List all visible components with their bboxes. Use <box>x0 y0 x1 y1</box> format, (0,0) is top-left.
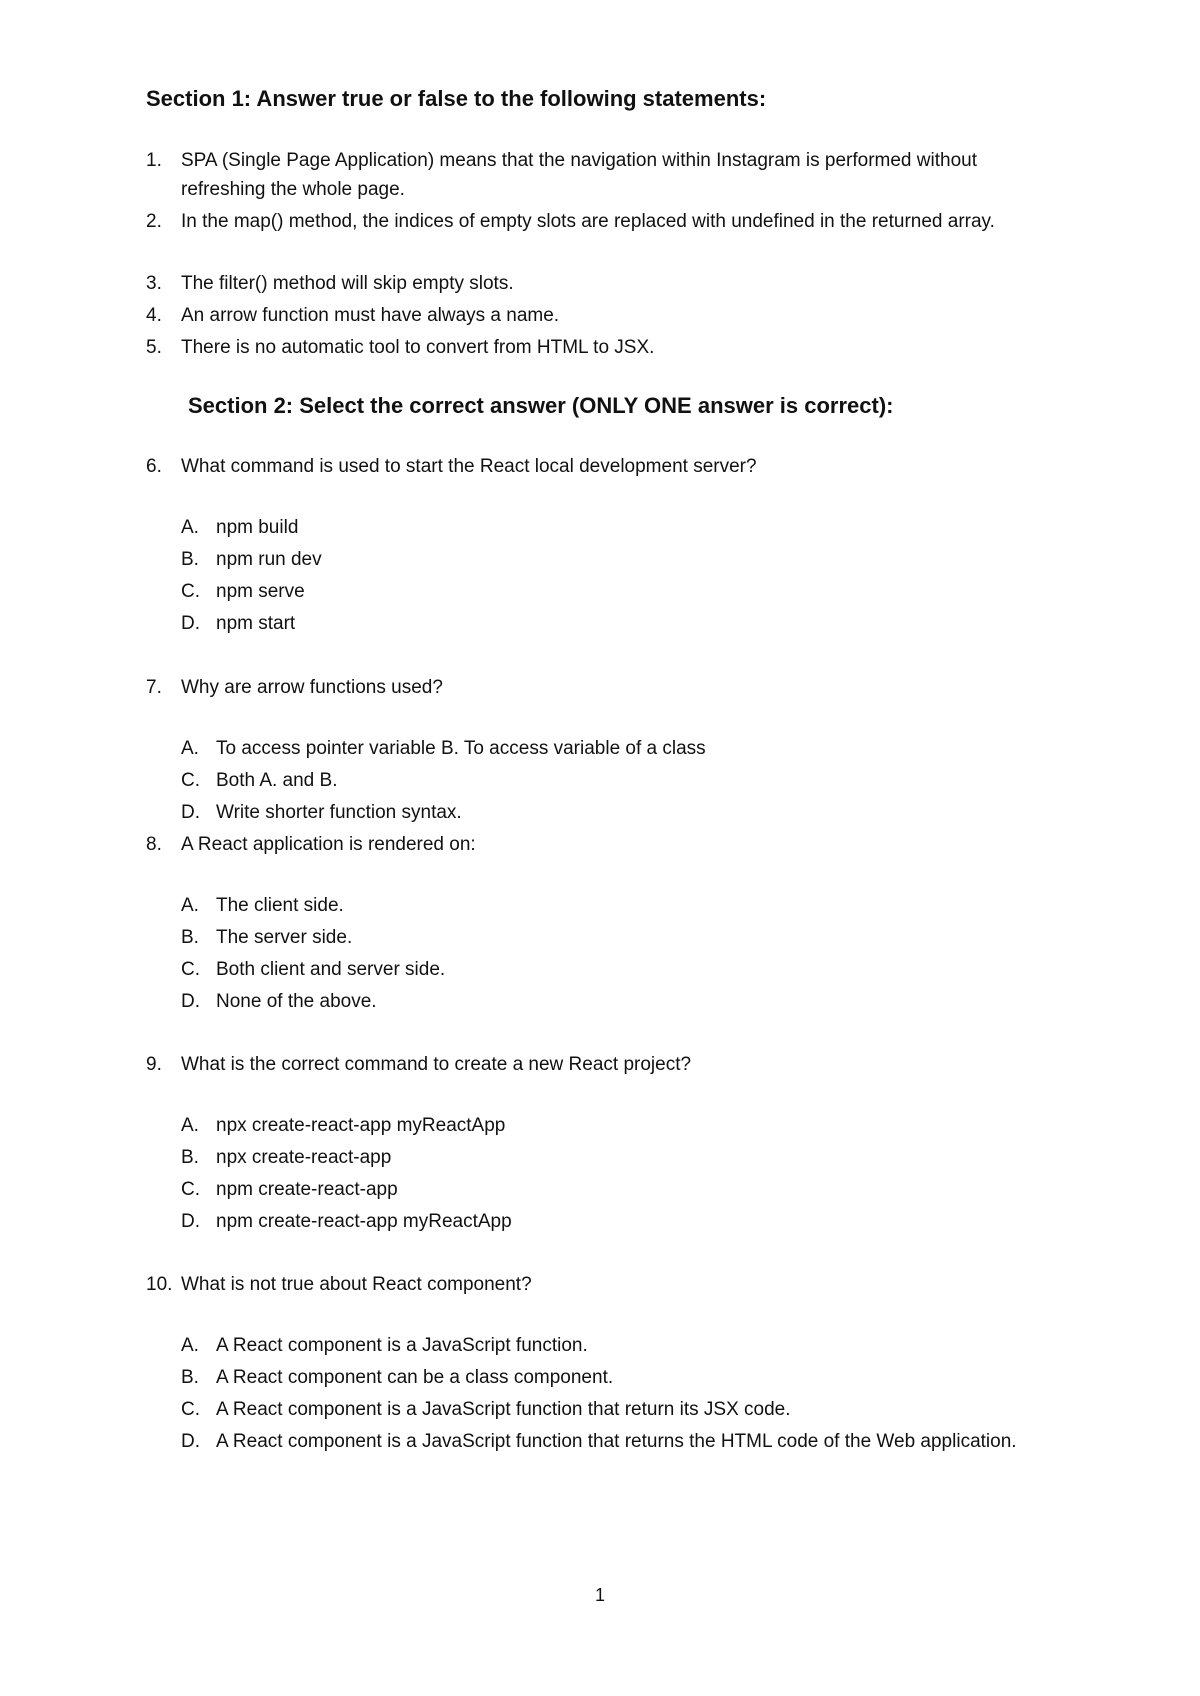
option-text: npx create-react-app myReactApp <box>216 1115 506 1136</box>
option <box>181 513 1076 542</box>
option-text: A React component is a JavaScript function. <box>216 1335 588 1356</box>
option-text: npm start <box>216 613 296 634</box>
statement-5 <box>146 333 1061 362</box>
option-text: The client side. <box>216 895 344 916</box>
option <box>181 1207 1076 1236</box>
option-text: npm create-react-app myReactApp <box>216 1211 512 1232</box>
option-letter: C. <box>181 770 200 791</box>
statement-number: 3. <box>146 273 162 294</box>
option <box>181 798 1076 827</box>
option <box>181 1395 1076 1424</box>
option-letter: B. <box>181 927 199 948</box>
option-letter: A. <box>181 517 199 538</box>
option-letter: A. <box>181 738 199 759</box>
option-text: npm build <box>216 517 299 538</box>
option-text: A React component can be a class component. <box>216 1367 614 1388</box>
statement-text: The filter() method will skip empty slots. <box>181 273 514 294</box>
option-letter: B. <box>181 1147 199 1168</box>
option-text: To access pointer variable B. To access variable of a class <box>216 738 706 759</box>
question-text: A React application is rendered on: <box>181 834 476 855</box>
option-letter: D. <box>181 802 200 823</box>
option-letter: D. <box>181 1211 200 1232</box>
statement-4 <box>146 301 1061 330</box>
option <box>181 923 1076 952</box>
option-letter: A. <box>181 1335 199 1356</box>
option-letter: B. <box>181 1367 199 1388</box>
question-10 <box>146 1270 1061 1299</box>
option-text: npm create-react-app <box>216 1179 398 1200</box>
statement-2 <box>146 207 1061 236</box>
option-letter: D. <box>181 1431 200 1452</box>
option <box>181 734 1076 763</box>
statement-number: 1. <box>146 150 162 171</box>
statement-1 <box>146 146 1061 204</box>
option-text: Write shorter function syntax. <box>216 802 462 823</box>
option-letter: C. <box>181 1399 200 1420</box>
option-text: A React component is a JavaScript function that returns the HTML code of the Web application. <box>216 1431 1017 1452</box>
option <box>181 891 1076 920</box>
statement-text: In the map() method, the indices of empty slots are replaced with undefined in the returned array. <box>181 211 995 232</box>
section-1-title: Section 1: Answer true or false to the following statements: <box>146 86 767 111</box>
question-6 <box>146 452 1061 481</box>
option-letter: C. <box>181 581 200 602</box>
option <box>181 1111 1076 1140</box>
option-letter: A. <box>181 895 199 916</box>
statement-number: 4. <box>146 305 162 326</box>
question-number: 6. <box>146 456 162 477</box>
option-text: Both A. and B. <box>216 770 338 791</box>
option <box>181 766 1076 795</box>
page-number: 1 <box>594 1585 605 1605</box>
option-text: npx create-react-app <box>216 1147 392 1168</box>
option <box>181 609 1076 638</box>
option <box>181 545 1076 574</box>
question-number: 8. <box>146 834 162 855</box>
statement-3 <box>146 269 1061 298</box>
option <box>181 1427 1076 1456</box>
statement-text: SPA (Single Page Application) means that the navigation within Instagram is performed without refreshing the whole page. <box>181 150 977 200</box>
statement-number: 5. <box>146 337 162 358</box>
option-text: Both client and server side. <box>216 959 446 980</box>
question-text: What command is used to start the React local development server? <box>181 456 757 477</box>
question-9 <box>146 1050 1061 1079</box>
question-7 <box>146 673 1061 702</box>
question-number: 7. <box>146 677 162 698</box>
question-text: What is the correct command to create a new React project? <box>181 1054 692 1075</box>
option-letter: C. <box>181 1179 200 1200</box>
option-text: None of the above. <box>216 991 377 1012</box>
option-letter: D. <box>181 991 200 1012</box>
option <box>181 987 1076 1016</box>
section-2-title: Section 2: Select the correct answer (ONLY ONE answer is correct): <box>188 393 894 418</box>
option <box>181 1363 1076 1392</box>
question-text: What is not true about React component? <box>181 1274 532 1295</box>
option <box>181 1175 1076 1204</box>
option-letter: D. <box>181 613 200 634</box>
option-letter: A. <box>181 1115 199 1136</box>
question-8 <box>146 830 1061 859</box>
option <box>181 1331 1076 1360</box>
option <box>181 1143 1076 1172</box>
option-letter: C. <box>181 959 200 980</box>
statement-text: An arrow function must have always a name. <box>181 305 560 326</box>
statement-number: 2. <box>146 211 162 232</box>
option-text: A React component is a JavaScript function that return its JSX code. <box>216 1399 791 1420</box>
question-text: Why are arrow functions used? <box>181 677 443 698</box>
statement-text: There is no automatic tool to convert from HTML to JSX. <box>181 337 655 358</box>
option-text: npm serve <box>216 581 305 602</box>
option-letter: B. <box>181 549 199 570</box>
question-number: 9. <box>146 1054 162 1075</box>
option-text: The server side. <box>216 927 353 948</box>
option-text: npm run dev <box>216 549 322 570</box>
option <box>181 577 1076 606</box>
question-number: 10. <box>146 1274 173 1295</box>
option <box>181 955 1076 984</box>
